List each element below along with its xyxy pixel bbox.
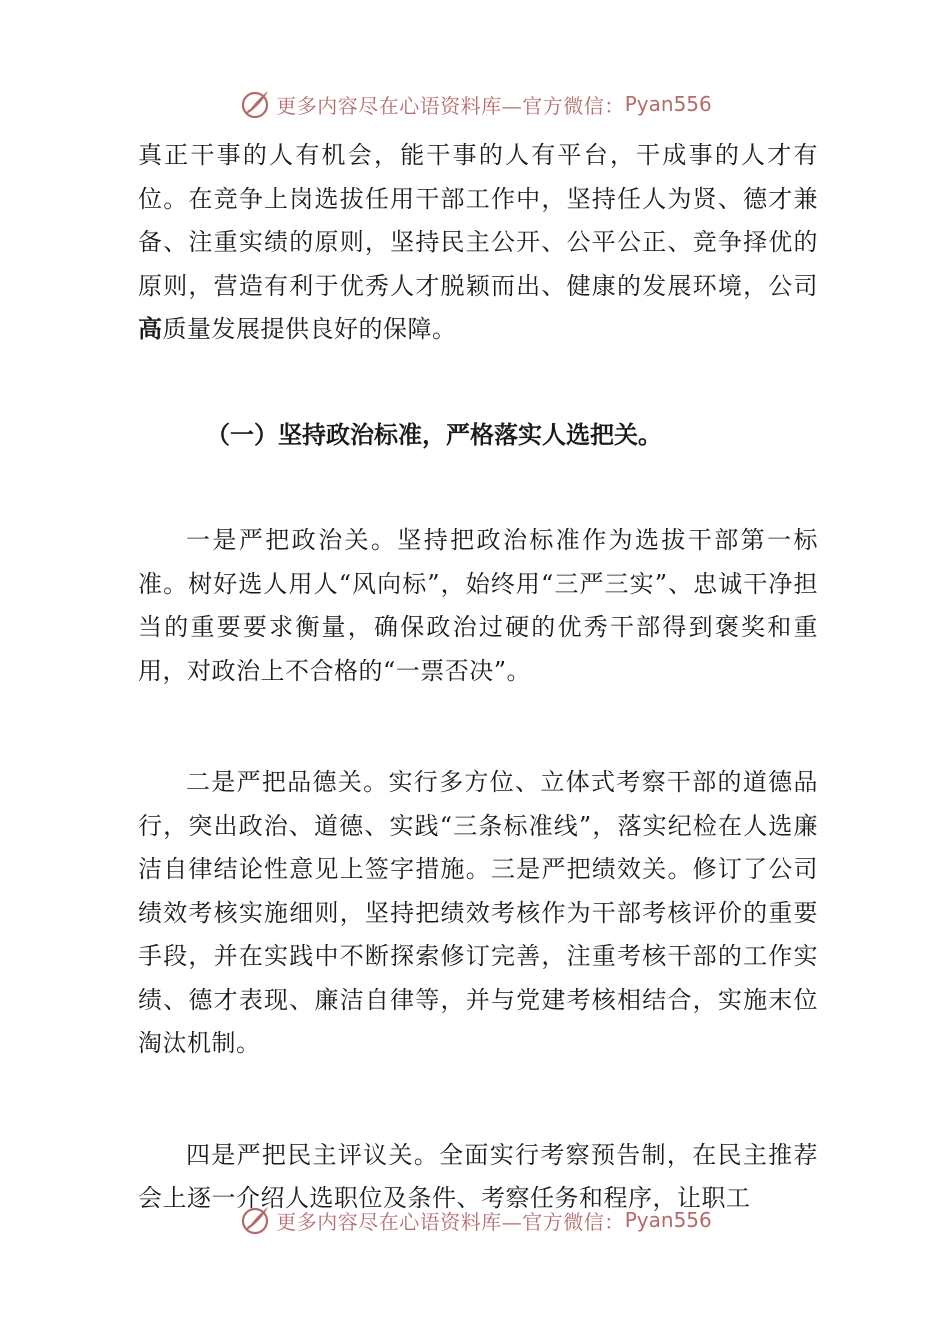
section-heading: （一）坚持政治标准，严格落实人选把关。 bbox=[206, 420, 662, 449]
intro-text-before: 真正干事的人有机会，能干事的人有平台，干成事的人才有位。在竞争上岗选拔任用干部工作中，坚持任人为贤、德才兼备、注重实绩的原则，坚持民主公开、公平公正、竞争择优的原则，营造有利于优秀人才脱颖而出、健康的发展环境，公司 bbox=[138, 141, 818, 300]
footer-banner-text: 更多内容尽在心语资料库—官方微信： bbox=[276, 1209, 625, 1234]
intro-text-after: 质量发展提供良好的保障。 bbox=[162, 315, 457, 343]
document-body bbox=[138, 134, 818, 1221]
paragraph-moral-performance: 二是严把品德关。实行多方位、立体式考察干部的道德品行，突出政治、道德、实践“三条标准线”，落实纪检在人选廉洁自律结论性意见上签字措施。三是严把绩效关。修订了公司绩效考核实施细则，坚持把绩效考核作为干部考核评价的重要手段，并在实践中不断探索修订完善，注重考核干部的工作实绩、德才表现、廉洁自律等，并与党建考核相结合，实施末位淘汰机制。 bbox=[138, 768, 818, 1057]
footer-wechat-id: Pyan556 bbox=[624, 1208, 712, 1232]
header-wechat-id: Pyan556 bbox=[624, 92, 712, 116]
paragraph-political: 一是严把政治关。坚持把政治标准作为选拔干部第一标准。树好选人用人“风向标”，始终用“三严三实”、忠诚干净担当的重要要求衡量，确保政治过硬的优秀干部得到褒奖和重用，对政治上不合格的“一票否决”。 bbox=[138, 526, 818, 685]
header-banner-text: 更多内容尽在心语资料库—官方微信： bbox=[276, 93, 625, 118]
paragraph-democratic-review: 四是严把民主评议关。全面实行考察预告制，在民主推荐会上逐一介绍人选职位及条件、考察任务和程序，让职工 bbox=[138, 1140, 818, 1212]
quill-logo-icon bbox=[238, 1203, 272, 1237]
intro-text-bold: 高 bbox=[138, 315, 163, 343]
quill-logo-icon bbox=[238, 87, 272, 121]
header-banner bbox=[0, 84, 950, 124]
footer-banner bbox=[0, 1200, 950, 1240]
intro-paragraph bbox=[138, 134, 818, 352]
